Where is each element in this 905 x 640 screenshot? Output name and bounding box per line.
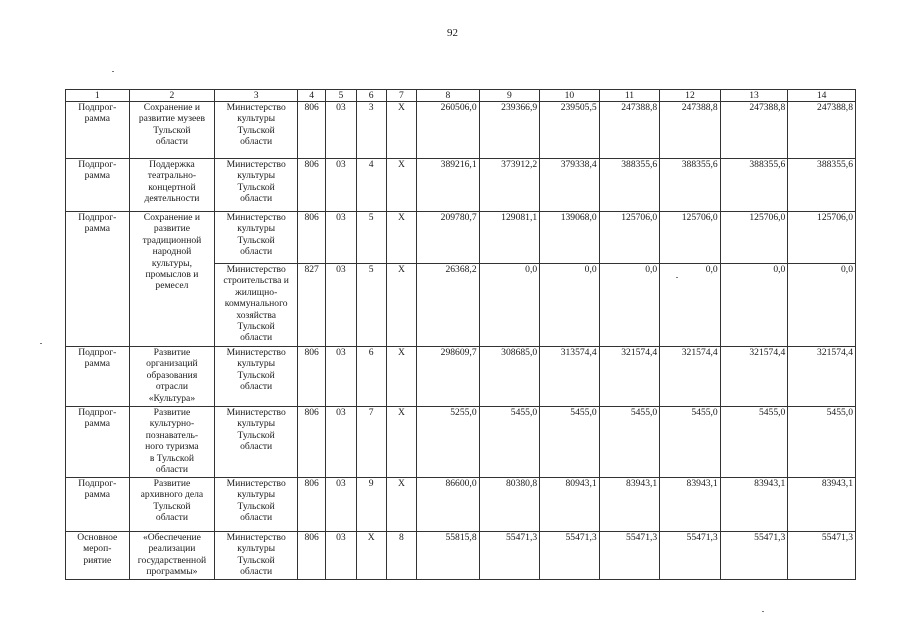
funding-value: 321574,4 [788, 347, 856, 407]
funding-value: 0,0 [788, 264, 856, 347]
funding-value: 80380,8 [479, 478, 540, 532]
budget-code: 4 [356, 159, 386, 212]
program-kind: Подпрог- рамма [66, 159, 130, 212]
funding-value: 321574,4 [599, 347, 660, 407]
executor-name: Министерство культуры Тульской области [215, 532, 298, 580]
funding-value: 239505,5 [540, 102, 600, 159]
budget-code: 5 [356, 212, 386, 264]
funding-value: 260506,0 [417, 102, 480, 159]
header-row [66, 90, 856, 102]
funding-value: 388355,6 [599, 159, 660, 212]
funding-value: 5455,0 [720, 407, 788, 478]
program-kind: Основное мероп- риятие [66, 532, 130, 580]
program-name: Поддержка театрально- концертной деятельности [129, 159, 215, 212]
budget-code: 806 [298, 212, 326, 264]
scan-speck [676, 277, 678, 278]
budget-code: 03 [326, 347, 356, 407]
budget-code: 806 [298, 478, 326, 532]
funding-value: 0,0 [599, 264, 660, 347]
budget-code: 8 [386, 532, 416, 580]
executor-name: Министерство культуры Тульской области [215, 102, 298, 159]
budget-code: 7 [356, 407, 386, 478]
funding-value: 55471,3 [599, 532, 660, 580]
program-kind: Подпрог- рамма [66, 407, 130, 478]
executor-name: Министерство культуры Тульской области [215, 212, 298, 264]
budget-code: 9 [356, 478, 386, 532]
funding-value: 0,0 [479, 264, 540, 347]
program-name: Развитие культурно- познаватель- ного туризма в Тульской области [129, 407, 215, 478]
funding-value: 55471,3 [540, 532, 600, 580]
funding-value: 55471,3 [479, 532, 540, 580]
budget-code: 03 [326, 532, 356, 580]
executor-name: Министерство культуры Тульской области [215, 478, 298, 532]
budget-code: 806 [298, 159, 326, 212]
funding-value: 83943,1 [660, 478, 721, 532]
funding-value: 55815,8 [417, 532, 480, 580]
program-name: Развитие организаций образования отрасли «Культура» [129, 347, 215, 407]
funding-value: 55471,3 [660, 532, 721, 580]
executor-name: Министерство культуры Тульской области [215, 407, 298, 478]
col-header: 5 [326, 90, 356, 102]
funding-value: 0,0 [540, 264, 600, 347]
budget-code: 03 [326, 159, 356, 212]
funding-value: 86600,0 [417, 478, 480, 532]
funding-value: 55471,3 [720, 532, 788, 580]
funding-value: 247388,8 [599, 102, 660, 159]
budget-code: 03 [326, 102, 356, 159]
funding-value: 129081,1 [479, 212, 540, 264]
budget-code: Х [386, 478, 416, 532]
funding-value: 125706,0 [720, 212, 788, 264]
col-header: 8 [417, 90, 480, 102]
budget-code: 5 [356, 264, 386, 347]
budget-code: 03 [326, 478, 356, 532]
col-header: 7 [386, 90, 416, 102]
funding-value: 125706,0 [788, 212, 856, 264]
funding-value: 0,0 [720, 264, 788, 347]
col-header: 10 [540, 90, 600, 102]
col-header: 9 [479, 90, 540, 102]
funding-value: 321574,4 [660, 347, 721, 407]
funding-value: 209780,7 [417, 212, 480, 264]
funding-value: 247388,8 [788, 102, 856, 159]
budget-code: 03 [326, 264, 356, 347]
budget-code: Х [356, 532, 386, 580]
funding-value: 83943,1 [599, 478, 660, 532]
col-header: 11 [599, 90, 660, 102]
col-header: 2 [129, 90, 215, 102]
funding-value: 388355,6 [660, 159, 721, 212]
table-row [66, 478, 856, 532]
executor-name: Министерство строительства и жилищно- коммунального хозяйства Тульской области [215, 264, 298, 347]
funding-value: 298609,7 [417, 347, 480, 407]
funding-value: 55471,3 [788, 532, 856, 580]
executor-name: Министерство культуры Тульской области [215, 347, 298, 407]
funding-value: 5455,0 [788, 407, 856, 478]
scan-speck [40, 343, 42, 344]
funding-value: 5455,0 [660, 407, 721, 478]
program-kind: Подпрог- рамма [66, 212, 130, 347]
funding-value: 379338,4 [540, 159, 600, 212]
funding-value: 247388,8 [660, 102, 721, 159]
budget-code: Х [386, 347, 416, 407]
budget-code: 806 [298, 532, 326, 580]
budget-code: 806 [298, 347, 326, 407]
budget-code: 806 [298, 102, 326, 159]
funding-value: 373912,2 [479, 159, 540, 212]
table-row [66, 532, 856, 580]
col-header: 6 [356, 90, 386, 102]
funding-value: 125706,0 [599, 212, 660, 264]
funding-value: 5455,0 [479, 407, 540, 478]
budget-code: 03 [326, 212, 356, 264]
table-row [66, 347, 856, 407]
table-row [66, 407, 856, 478]
budget-code: Х [386, 407, 416, 478]
budget-code: 6 [356, 347, 386, 407]
funding-value: 321574,4 [720, 347, 788, 407]
funding-value: 388355,6 [788, 159, 856, 212]
funding-value: 5455,0 [540, 407, 600, 478]
col-header: 12 [660, 90, 721, 102]
program-name: Развитие архивного дела Тульской области [129, 478, 215, 532]
col-header: 4 [298, 90, 326, 102]
budget-code: Х [386, 212, 416, 264]
page-number: 92 [447, 27, 458, 39]
program-kind: Подпрог- рамма [66, 347, 130, 407]
scan-speck [112, 71, 114, 72]
funding-value: 308685,0 [479, 347, 540, 407]
funding-value: 83943,1 [720, 478, 788, 532]
funding-value: 5255,0 [417, 407, 480, 478]
budget-code: Х [386, 264, 416, 347]
funding-value: 5455,0 [599, 407, 660, 478]
funding-value: 125706,0 [660, 212, 721, 264]
budget-code: 03 [326, 407, 356, 478]
funding-value: 389216,1 [417, 159, 480, 212]
funding-value: 388355,6 [720, 159, 788, 212]
program-name: Сохранение и развитие традиционной народной культуры, промыслов и ремесел [129, 212, 215, 347]
budget-code: 806 [298, 407, 326, 478]
table-body [66, 102, 856, 580]
col-header: 14 [788, 90, 856, 102]
funding-value: 313574,4 [540, 347, 600, 407]
budget-table [65, 89, 856, 580]
scan-speck [762, 611, 764, 612]
funding-value: 0,0 [660, 264, 721, 347]
col-header: 1 [66, 90, 130, 102]
funding-value: 83943,1 [788, 478, 856, 532]
funding-value: 239366,9 [479, 102, 540, 159]
funding-value: 139068,0 [540, 212, 600, 264]
budget-code: 827 [298, 264, 326, 347]
table-row [66, 212, 856, 264]
executor-name: Министерство культуры Тульской области [215, 159, 298, 212]
funding-value: 26368,2 [417, 264, 480, 347]
budget-code: Х [386, 102, 416, 159]
col-header: 13 [720, 90, 788, 102]
program-name: Сохранение и развитие музеев Тульской области [129, 102, 215, 159]
budget-code: 3 [356, 102, 386, 159]
table-row [66, 159, 856, 212]
funding-value: 247388,8 [720, 102, 788, 159]
program-name: «Обеспечение реализации государственной программы» [129, 532, 215, 580]
program-kind: Подпрог- рамма [66, 102, 130, 159]
budget-code: Х [386, 159, 416, 212]
program-kind: Подпрог- рамма [66, 478, 130, 532]
col-header: 3 [215, 90, 298, 102]
funding-value: 80943,1 [540, 478, 600, 532]
table-row [66, 102, 856, 159]
